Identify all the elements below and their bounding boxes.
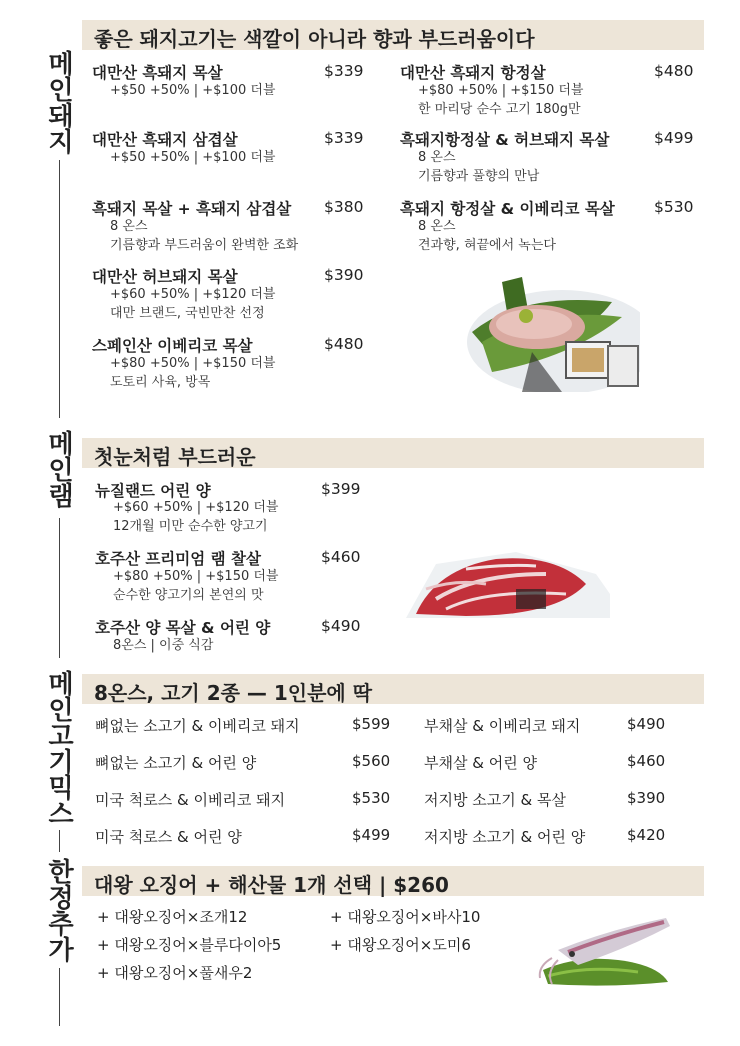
item-name: 뼈없는 소고기 & 어린 양 [95,754,257,772]
item-name: 저지방 소고기 & 목살 [424,791,566,809]
item-name: 뼈없는 소고기 & 이베리코 돼지 [95,717,300,735]
limited-option: + 대왕오징어×블루다이아5 [97,936,282,954]
item-desc: +$80 +50% | +$150 더블 [113,569,279,584]
item-price: $490 [627,715,666,733]
item-desc: +$60 +50% | +$120 더블 [113,500,279,515]
item-desc: +$50 +50% | +$100 더블 [110,150,276,165]
item-price: $530 [654,198,694,216]
limited-option: + 대왕오징어×바사10 [330,908,481,926]
section-label-lamb: 메 인 램 [48,430,74,512]
section-header-pork: 좋은 돼지고기는 색깔이 아니라 향과 부드러움이다 [82,20,704,50]
limited-option: + 대왕오징어×도미6 [330,936,471,954]
item-desc: 도토리 사육, 방목 [110,375,211,390]
item-price: $480 [654,62,694,80]
item-name: 대만산 흑돼지 항정살 [400,64,546,82]
section-label-limited: 한 정 추 가 [48,858,74,966]
section-label-pork: 메 인 돼 지 [48,50,74,158]
item-price: $460 [321,548,361,566]
item-desc: 8 온스 [418,150,456,165]
limited-option: + 대왕오징어×조개12 [97,908,248,926]
item-price: $339 [324,129,364,147]
item-desc: 8온스 | 이중 식감 [113,638,214,653]
divider-line [59,830,60,852]
item-price: $390 [627,789,666,807]
section-header-mix: 8온스, 고기 2종 — 1인분에 딱 [82,674,704,704]
item-desc: 8 온스 [418,219,456,234]
item-price: $460 [627,752,666,770]
item-price: $480 [324,335,364,353]
item-desc: +$80 +50% | +$150 더블 [110,356,276,371]
item-name: 호주산 양 목살 & 어린 양 [95,619,271,637]
item-desc: 대만 브랜드, 국빈만찬 선정 [110,306,265,321]
item-name: 흑돼지항정살 & 허브돼지 목살 [400,131,610,149]
item-name: 대만산 흑돼지 삼겹살 [92,131,238,149]
item-name: 호주산 프리미엄 램 찰살 [95,550,261,568]
pork-dish-photo [462,272,640,392]
section-header-limited: 대왕 오징어 + 해산물 1개 선택 | $260 [82,866,704,896]
item-name: 부채살 & 이베리코 돼지 [424,717,581,735]
item-price: $399 [321,480,361,498]
limited-option: + 대왕오징어×풀새우2 [97,964,253,982]
item-price: $530 [352,789,391,807]
item-price: $560 [352,752,391,770]
divider-line [59,968,60,1026]
item-price: $390 [324,266,364,284]
item-name: 미국 척로스 & 이베리코 돼지 [95,791,286,809]
item-name: 부채살 & 어린 양 [424,754,537,772]
lamb-dish-photo [406,544,610,618]
item-desc: 기름향과 부드러움이 완벽한 조화 [110,238,299,253]
item-desc: 기름향과 풀향의 만남 [418,169,540,184]
section-label-mix: 메 인 고 기 믹 스 [48,670,74,830]
item-desc: +$80 +50% | +$150 더블 [418,83,584,98]
item-desc: 8 온스 [110,219,148,234]
item-price: $339 [324,62,364,80]
item-name: 대만산 흑돼지 목살 [92,64,223,82]
item-price: $420 [627,826,666,844]
item-name: 흑돼지 목살 + 흑돼지 삼겹살 [92,200,292,218]
item-name: 미국 척로스 & 어린 양 [95,828,242,846]
squid-dish-photo [538,910,674,990]
item-desc: 12개월 미만 순수한 양고기 [113,519,268,534]
item-name: 대만산 허브돼지 목살 [92,268,238,286]
item-desc: 순수한 양고기의 본연의 맛 [113,588,264,603]
item-price: $490 [321,617,361,635]
item-name: 저지방 소고기 & 어린 양 [424,828,586,846]
item-price: $599 [352,715,391,733]
item-name: 스페인산 이베리코 목살 [92,337,253,355]
divider-line [59,518,60,658]
item-price: $499 [654,129,694,147]
section-header-lamb: 첫눈처럼 부드러운 [82,438,704,468]
item-desc: +$50 +50% | +$100 더블 [110,83,276,98]
item-desc: 견과향, 혀끝에서 녹는다 [418,238,556,253]
divider-line [59,160,60,418]
item-name: 뉴질랜드 어린 양 [95,482,211,500]
item-price: $380 [324,198,364,216]
item-price: $499 [352,826,391,844]
item-name: 흑돼지 항정살 & 이베리코 목살 [400,200,615,218]
item-desc: +$60 +50% | +$120 더블 [110,287,276,302]
item-desc: 한 마리당 순수 고기 180g만 [418,102,581,117]
